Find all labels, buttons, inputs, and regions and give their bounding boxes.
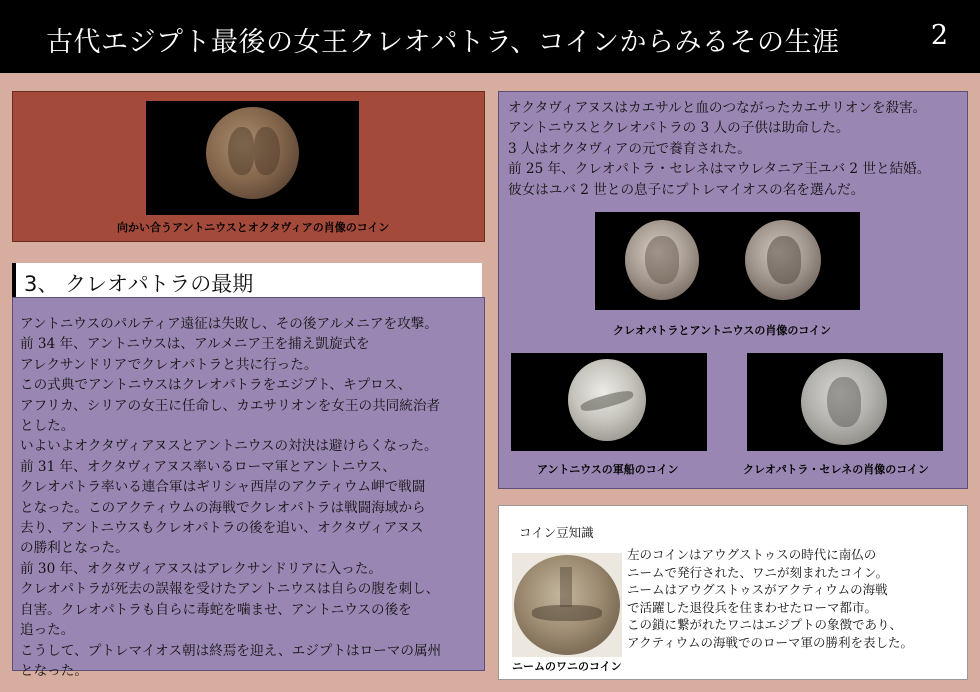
warship-photo — [511, 353, 707, 451]
facing-portraits-panel — [12, 91, 485, 242]
section-heading — [12, 263, 482, 297]
nimes-crocodile-coin — [514, 555, 620, 655]
section-title: 3、 クレオパトラの最期 — [24, 272, 254, 296]
trivia-caption: ニームのワニのコイン — [512, 660, 622, 673]
page-title: 古代エジプト最後の女王クレオパトラ、コインからみるその生涯 — [46, 27, 840, 58]
antonius-portrait-coin — [745, 220, 821, 300]
warship-coin — [568, 359, 646, 441]
nimes-crocodile-photo — [512, 553, 622, 657]
aftermath-text: オクタヴィアヌスはカエサルと血のつながったカエサリオンを殺害。 アントニウスとクレオパトラの 3 人の子供は助命した。 3 人はオクタヴィアの元で養育された。 前 25 年、クレオパトラ・セレネはマウレタニア王ユバ 2 世と結婚。 彼女はユバ 2 世との息子にプトレマイオスの名を選んだ。 — [508, 100, 931, 198]
selene-caption: クレオパトラ・セレネの肖像のコイン — [743, 463, 929, 476]
facing-portraits-caption: 向かい合うアントニウスとオクタヴィアの肖像のコイン — [117, 221, 390, 234]
warship-caption: アントニウスの軍船のコイン — [537, 463, 679, 476]
facing-portraits-photo — [146, 101, 359, 215]
trivia-title: コイン豆知識 — [519, 525, 594, 540]
portrait-pair-caption: クレオパトラとアントニウスの肖像のコイン — [613, 324, 832, 337]
aftermath-panel — [498, 91, 968, 489]
page-header — [0, 0, 980, 73]
trivia-text: 左のコインはアウグストゥスの時代に南仏の ニームで発行された、ワニが刻まれたコイン。 ニームはアウグストゥスがアクティウムの海戦 で活躍した退役兵を住まわせたローマ都市。 この鎖に繋がれたワニはエジプトの象徴であり、 アクティウムの海戦でのローマ軍の勝利を表した。 — [627, 547, 914, 650]
selene-photo — [747, 353, 943, 451]
page-number: 2 — [930, 20, 948, 51]
cleopatra-portrait-coin — [625, 220, 699, 300]
portrait-pair-photo — [595, 212, 860, 310]
cleopatra-end-text: アントニウスのパルティア遠征は失敗し、その後アルメニアを攻撃。 前 34 年、アントニウスは、アルメニア王を捕え凱旋式を アレクサンドリアでクレオパトラと共に行った。 この式典でアントニウスはクレオパトラをエジプト、キプロス、 アフリカ、シリアの女王に任命し、カエサリオンを女王の共同統治者 とした。 いよいよオクタヴィアヌスとアントニウスの対決は避けらくなった。 前 31 年、オクタヴィアヌス率いるローマ軍とアントニウス、 クレオパトラ率いる連合軍はギリシャ西岸のアクティウム岬で戦闘 となった。このアクティウムの海戦でクレオパトラは戦闘海域から 去り、アントニウスもクレオパトラの後を追い、オクタヴィアヌス の勝利となった。 前 30 年、オクタヴィアヌスはアレクサンドリアに入った。 クレオパトラが死去の誤報を受けたアントニウスは自らの腹を刺し、 自害。クレオパトラも自らに毒蛇を噛ませ、アントニウスの後を 追った。 こうして、プトレマイオス朝は終焉を迎え、エジプトはローマの属州 となった。 — [20, 316, 442, 679]
selene-coin — [801, 359, 887, 445]
cleopatra-end-panel — [12, 297, 485, 679]
coin-trivia-panel — [498, 505, 968, 680]
facing-portraits-coin — [206, 107, 299, 199]
